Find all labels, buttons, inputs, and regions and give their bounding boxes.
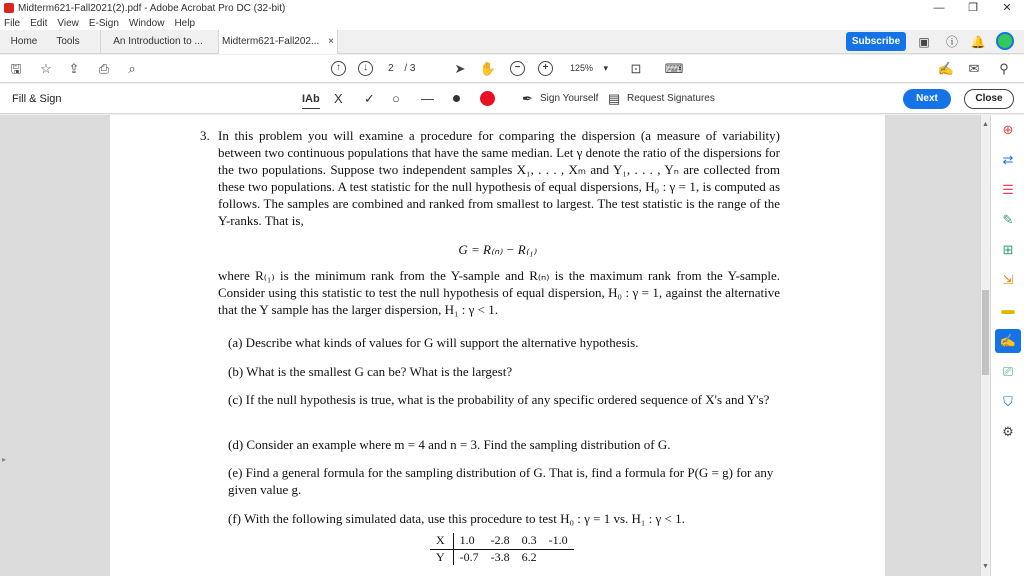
organize-pages-icon[interactable]: ☰ (1002, 182, 1014, 197)
item-a: (a) Describe what kinds of values for G will support the alternative hypothesis. (228, 335, 639, 350)
scan-icon[interactable]: ⎚ (1002, 364, 1014, 379)
hand-tool-icon[interactable]: ✋ (479, 61, 497, 76)
zoom-out-icon[interactable]: − (510, 61, 525, 76)
tab-home[interactable]: Home (10, 36, 38, 47)
subscribe-button[interactable]: Subscribe (846, 32, 906, 51)
menu-esign[interactable]: E-Sign (88, 17, 119, 29)
fill-sign-icon[interactable]: ✍ (995, 329, 1021, 353)
table-cell: -1.0 (543, 533, 574, 549)
table-cell: Y (430, 549, 453, 565)
window-title: Midterm621-Fall2021(2).pdf - Adobe Acrobat Pro DC (32-bit) (18, 2, 286, 14)
table-cell: 6.2 (521, 549, 537, 564)
table-cell: 1.0 (453, 533, 485, 549)
add-text-icon[interactable]: IAb (302, 90, 320, 109)
menu-help[interactable]: Help (174, 17, 196, 29)
next-button[interactable]: Next (903, 89, 951, 109)
bookmark-star-icon[interactable]: ☆ (40, 61, 52, 76)
sign-yourself-icon[interactable]: ✒ (522, 91, 533, 106)
email-icon[interactable]: ✉ (968, 61, 980, 76)
next-page-icon[interactable]: ↓ (358, 61, 373, 76)
export-icon[interactable]: ⇲ (1002, 272, 1014, 287)
circle-icon[interactable]: ○ (392, 91, 400, 106)
vertical-scrollbar[interactable] (980, 115, 990, 576)
page-fit-icon[interactable]: ⊡ (630, 61, 642, 76)
problem-where: where R₍₁₎ is the minimum rank from the Y-sample and R₍ₙ₎ is the maximum rank from the Y-sample. Consider using this statistic to test the null hypothesis of equal dispersion, H₀ : γ = 1, against the alternative that the Y sample has the larger dispersion, H₁ : γ < 1. (218, 268, 780, 317)
line-icon[interactable]: — (421, 91, 434, 106)
tab-document-1[interactable]: An Introduction to ... (100, 30, 215, 54)
table-cell (543, 549, 574, 565)
tab-tools[interactable]: Tools (56, 36, 80, 47)
scroll-up-icon[interactable]: ▲ (982, 121, 989, 128)
page-indicator[interactable] (388, 63, 415, 74)
zoom-in-icon[interactable]: + (538, 61, 553, 76)
close-button[interactable]: Close (964, 89, 1014, 109)
table-row (430, 533, 574, 549)
fill-sign-toolbar (0, 84, 1024, 114)
table-cell: -3.8 (490, 549, 510, 564)
zoom-value: 125% (570, 63, 594, 73)
tab-document-2[interactable] (218, 30, 338, 54)
restore-button[interactable]: ❐ (968, 2, 978, 14)
data-table (430, 533, 574, 565)
select-cursor-icon[interactable]: ➤ (454, 61, 466, 76)
menu-window[interactable]: Window (128, 17, 165, 29)
close-window-button[interactable]: ✕ (1002, 2, 1012, 14)
comment-icon[interactable]: ▬ (1001, 302, 1015, 317)
upload-cloud-icon[interactable]: ⇪ (68, 61, 80, 76)
export-pdf-icon[interactable]: ⇄ (1002, 152, 1014, 167)
problem-intro (200, 127, 780, 229)
bell-icon[interactable]: 🔔 (970, 35, 986, 49)
table-cell: X (430, 533, 453, 549)
dot-icon[interactable] (453, 95, 460, 102)
cross-mark-icon[interactable]: X (334, 91, 343, 106)
tools-pane (990, 115, 1024, 576)
zoom-search-icon[interactable]: ⌕ (128, 61, 136, 76)
edit-pdf-icon[interactable]: ✎ (1002, 212, 1014, 227)
item-e: (e) Find a general formula for the sampling distribution of G. That is, find a formula for P(G = g) for any given value g. (228, 465, 774, 497)
acrobat-logo-icon (4, 3, 14, 13)
previous-page-icon[interactable]: ↑ (331, 61, 346, 76)
scroll-thumb[interactable] (982, 290, 989, 375)
sign-yourself-button[interactable]: Sign Yourself (540, 93, 599, 104)
help-icon[interactable]: ⓘ (945, 35, 958, 49)
problem-intro-text: In this problem you will examine a procedure for comparing the dispersion (a measure of variability) between two continuous populations that have the same median. Let γ denote the ratio of the dispersions for the two populations. Suppose two independent samples X₁, . . . , Xₘ and Y₁, . . . , Yₙ are collected from these two populations. A test statistic for the null hypothesis of equal dispersions, H₀ : γ = 1, is computed as follows. The samples are combined and ranked from smallest to largest. The test statistic is the range of the Y-ranks. That is, (218, 128, 780, 228)
pdf-page (110, 115, 885, 576)
tab-document-2-label: Midterm621-Fall202... (222, 36, 320, 47)
item-d: (d) Consider an example where m = 4 and n = 3. Find the sampling distribution of G. (228, 437, 671, 452)
protect-icon[interactable]: ⛉ (1003, 394, 1013, 409)
chevron-down-icon: ▾ (603, 63, 609, 73)
menu-edit[interactable]: Edit (30, 17, 48, 29)
save-icon[interactable]: 🖫 (10, 61, 22, 76)
print-icon[interactable]: ⎙ (98, 61, 110, 76)
menu-file[interactable]: File (4, 17, 21, 29)
share-screen-icon[interactable]: ▣ (918, 35, 930, 49)
find-user-icon[interactable]: ⚲ (999, 61, 1009, 76)
table-row (430, 549, 574, 565)
fill-sign-label: Fill & Sign (12, 93, 62, 105)
zoom-dropdown[interactable] (570, 63, 608, 74)
page-total: / 3 (404, 63, 416, 74)
request-signatures-icon[interactable]: ▤ (608, 91, 621, 106)
minimize-button[interactable]: — (933, 2, 945, 14)
problem-number: 3. (200, 128, 210, 143)
avatar[interactable] (996, 32, 1014, 50)
sign-pen-icon[interactable]: ✍ (937, 61, 955, 76)
create-pdf-icon[interactable]: ⊕ (1002, 122, 1014, 137)
request-signatures-button[interactable]: Request Signatures (627, 93, 715, 104)
scroll-down-icon[interactable]: ▼ (982, 563, 989, 570)
table-cell: -2.8 (485, 533, 516, 549)
page-current[interactable]: 2 (388, 63, 394, 74)
item-b: (b) What is the smallest G can be? What is the largest? (228, 364, 513, 379)
main-toolbar (0, 55, 1024, 83)
keyboard-icon[interactable]: ⌨ (664, 61, 684, 76)
menu-bar (0, 16, 1024, 30)
menu-view[interactable]: View (57, 17, 79, 29)
item-c: (c) If the null hypothesis is true, what is the probability of any specific ordered sequence of X's and Y's? (228, 392, 770, 407)
table-cell: -0.7 (459, 549, 479, 564)
expand-left-panel-icon[interactable]: ▸ (2, 455, 7, 464)
title-bar (0, 0, 1024, 16)
more-tools-icon[interactable]: ⚙ (1002, 424, 1014, 439)
check-mark-icon[interactable]: ✓ (364, 91, 375, 106)
item-f: (f) With the following simulated data, use this procedure to test H₀ : γ = 1 vs. H₁ : γ < 1. (228, 511, 685, 526)
combine-files-icon[interactable]: ⊞ (1002, 242, 1014, 257)
color-picker-icon[interactable] (480, 91, 495, 106)
equation: G = R₍ₙ₎ − R₍₁₎ (458, 242, 537, 257)
table-cell: 0.3 (516, 533, 543, 549)
tab-close-icon[interactable]: × (328, 36, 334, 47)
